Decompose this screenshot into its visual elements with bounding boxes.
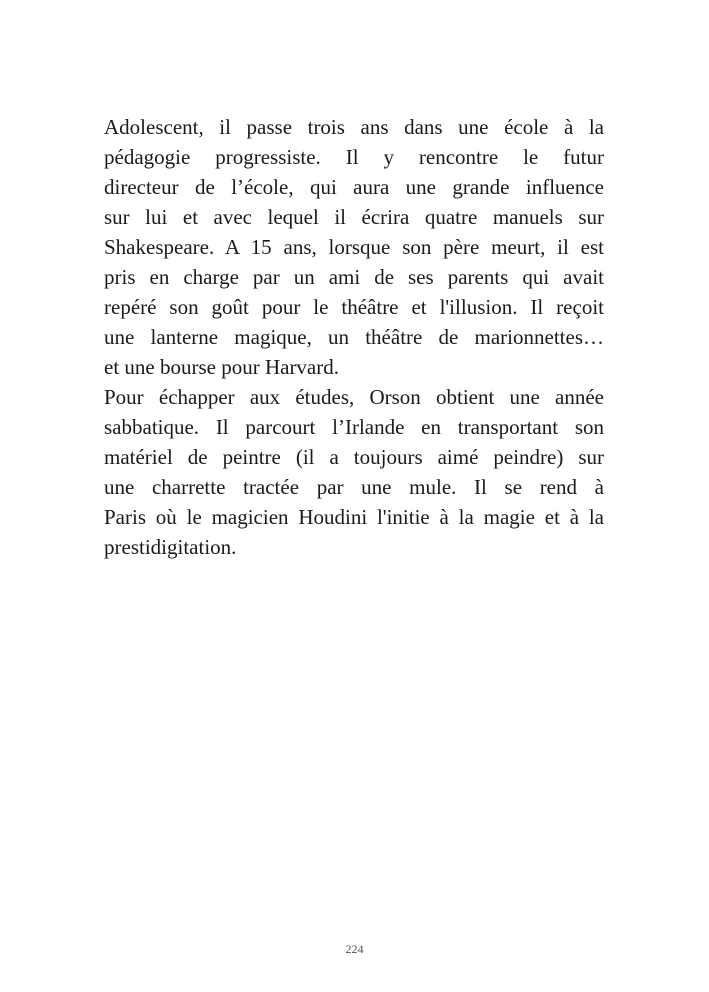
paragraph-line: une lanterne magique, un théâtre de marionnettes…	[104, 325, 604, 349]
paragraph-line: pédagogie progressiste. Il y rencontre le futur	[104, 145, 604, 169]
paragraph-line: et une bourse pour Harvard.	[104, 355, 339, 379]
paragraph-line: sabbatique. Il parcourt l’Irlande en transportant son	[104, 415, 604, 439]
paragraph-line: une charrette tractée par une mule. Il se rend à	[104, 475, 604, 499]
paragraph-line: sur lui et avec lequel il écrira quatre manuels sur	[104, 205, 604, 229]
paragraph-line: repéré son goût pour le théâtre et l'illusion. Il reçoit	[104, 295, 604, 319]
paragraph-line: matériel de peintre (il a toujours aimé peindre) sur	[104, 445, 604, 469]
paragraph-line: Pour échapper aux études, Orson obtient une année	[104, 385, 604, 409]
paragraph-1	[104, 112, 604, 382]
paragraph-line: directeur de l’école, qui aura une grande influence	[104, 175, 604, 199]
paragraph-line: Adolescent, il passe trois ans dans une école à la	[104, 115, 604, 139]
paragraph-line: prestidigitation.	[104, 535, 237, 559]
paragraph-2	[104, 382, 604, 562]
page-number: 224	[345, 942, 364, 956]
paragraph-line: pris en charge par un ami de ses parents qui avait	[104, 265, 604, 289]
paragraph-line: Shakespeare. A 15 ans, lorsque son père meurt, il est	[104, 235, 604, 259]
body-text	[104, 112, 604, 562]
paragraph-line: Paris où le magicien Houdini l'initie à la magie et à la	[104, 505, 604, 529]
